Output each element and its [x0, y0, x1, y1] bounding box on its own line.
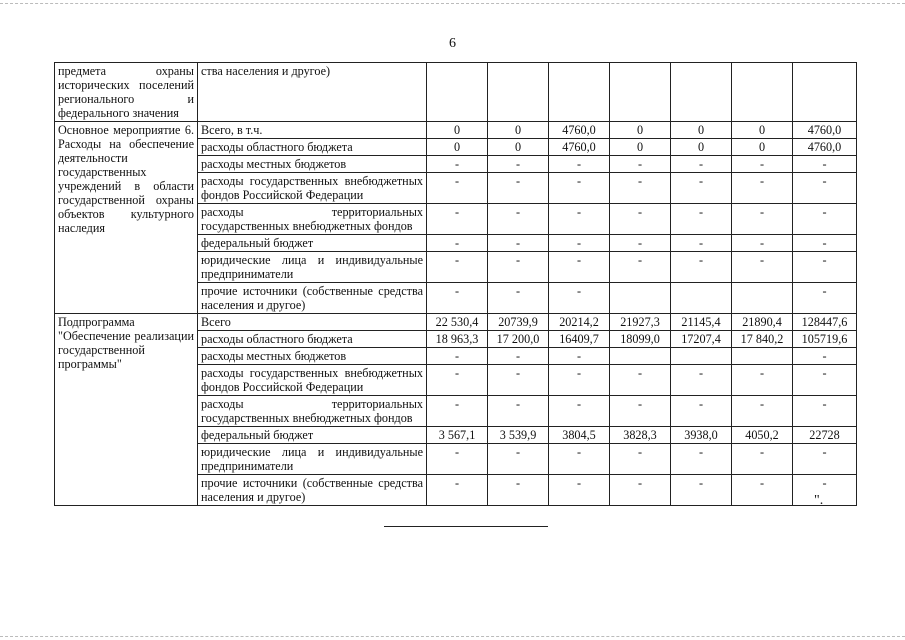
budget-table-body: [55, 63, 857, 506]
value-cell: -: [671, 156, 732, 173]
value-cell: 16409,7: [549, 331, 610, 348]
value-cell: -: [793, 204, 857, 235]
value-cell: 17 840,2: [732, 331, 793, 348]
value-cell: 4760,0: [549, 139, 610, 156]
value-cell: [610, 283, 671, 314]
value-cell: -: [732, 396, 793, 427]
value-cell: -: [488, 396, 549, 427]
top-block-label: предмета охраны исторических поселений регионального и федерального значения: [55, 63, 198, 122]
value-cell: 0: [732, 122, 793, 139]
value-cell: -: [610, 235, 671, 252]
value-cell: -: [488, 156, 549, 173]
row-description: юридические лица и индивидуальные предприниматели: [198, 252, 427, 283]
row-description: федеральный бюджет: [198, 427, 427, 444]
value-cell: 0: [671, 122, 732, 139]
value-cell: -: [610, 252, 671, 283]
value-cell: 0: [732, 139, 793, 156]
table-row: [55, 314, 857, 331]
value-cell: -: [427, 396, 488, 427]
value-cell: -: [671, 444, 732, 475]
value-cell: [671, 348, 732, 365]
value-cell: -: [793, 365, 857, 396]
table-row: [55, 63, 857, 122]
row-description: расходы местных бюджетов: [198, 156, 427, 173]
value-cell: 0: [488, 122, 549, 139]
value-cell: -: [610, 204, 671, 235]
value-cell: -: [427, 156, 488, 173]
table-row: [55, 122, 857, 139]
value-cell: -: [549, 252, 610, 283]
value-cell: 0: [671, 139, 732, 156]
value-cell: -: [610, 475, 671, 506]
value-cell: -: [427, 235, 488, 252]
value-cell: -: [671, 396, 732, 427]
value-cell: -: [671, 204, 732, 235]
value-cell: -: [427, 475, 488, 506]
row-description: прочие источники (собственные средства населения и другое): [198, 475, 427, 506]
value-cell: -: [732, 173, 793, 204]
value-cell: 3938,0: [671, 427, 732, 444]
value-cell: -: [732, 235, 793, 252]
value-cell: 4760,0: [549, 122, 610, 139]
value-cell: -: [488, 475, 549, 506]
value-cell: -: [793, 156, 857, 173]
value-cell: 20739,9: [488, 314, 549, 331]
value-cell: 17 200,0: [488, 331, 549, 348]
value-cell: [610, 348, 671, 365]
value-cell: -: [793, 396, 857, 427]
empty-cell: [793, 63, 857, 122]
row-description: юридические лица и индивидуальные предприниматели: [198, 444, 427, 475]
row-description: расходы территориальных государственных внебюджетных фондов: [198, 204, 427, 235]
section-label: Основное мероприятие 6. Расходы на обеспечение деятельности государственных учреждений в области государственной охраны объектов культурного наследия: [55, 122, 198, 314]
value-cell: -: [549, 475, 610, 506]
value-cell: 4050,2: [732, 427, 793, 444]
value-cell: -: [793, 235, 857, 252]
value-cell: -: [488, 173, 549, 204]
row-description: Всего: [198, 314, 427, 331]
value-cell: -: [732, 475, 793, 506]
value-cell: -: [488, 283, 549, 314]
value-cell: -: [427, 365, 488, 396]
value-cell: 20214,2: [549, 314, 610, 331]
value-cell: 4760,0: [793, 139, 857, 156]
row-description: расходы территориальных государственных внебюджетных фондов: [198, 396, 427, 427]
row-description: расходы областного бюджета: [198, 139, 427, 156]
value-cell: 128447,6: [793, 314, 857, 331]
value-cell: -: [549, 204, 610, 235]
value-cell: -: [488, 444, 549, 475]
value-cell: 0: [427, 122, 488, 139]
value-cell: -: [671, 173, 732, 204]
value-cell: -: [610, 365, 671, 396]
row-description: расходы областного бюджета: [198, 331, 427, 348]
budget-table: [54, 62, 857, 506]
value-cell: 0: [488, 139, 549, 156]
value-cell: -: [549, 348, 610, 365]
value-cell: -: [671, 475, 732, 506]
value-cell: 21145,4: [671, 314, 732, 331]
value-cell: -: [732, 365, 793, 396]
page-bottom-edge: [0, 636, 905, 637]
value-cell: 18 963,3: [427, 331, 488, 348]
page-number: 6: [449, 36, 456, 51]
empty-cell: [732, 63, 793, 122]
value-cell: -: [610, 444, 671, 475]
value-cell: -: [427, 173, 488, 204]
value-cell: 4760,0: [793, 122, 857, 139]
value-cell: -: [793, 173, 857, 204]
value-cell: -: [488, 348, 549, 365]
value-cell: -: [610, 173, 671, 204]
footer-rule: [384, 526, 548, 527]
value-cell: -: [732, 156, 793, 173]
value-cell: -: [427, 204, 488, 235]
value-cell: -: [732, 444, 793, 475]
row-description: Всего, в т.ч.: [198, 122, 427, 139]
value-cell: -: [427, 283, 488, 314]
value-cell: [732, 348, 793, 365]
value-cell: 105719,6: [793, 331, 857, 348]
value-cell: 17207,4: [671, 331, 732, 348]
value-cell: 0: [610, 122, 671, 139]
empty-cell: [610, 63, 671, 122]
value-cell: -: [793, 348, 857, 365]
closing-quote-mark: ".: [814, 493, 824, 508]
row-description: федеральный бюджет: [198, 235, 427, 252]
value-cell: -: [549, 365, 610, 396]
row-description: прочие источники (собственные средства населения и другое): [198, 283, 427, 314]
row-description: расходы государственных внебюджетных фондов Российской Федерации: [198, 173, 427, 204]
value-cell: -: [549, 444, 610, 475]
value-cell: -: [793, 444, 857, 475]
value-cell: -: [671, 235, 732, 252]
value-cell: 22 530,4: [427, 314, 488, 331]
value-cell: -: [671, 365, 732, 396]
empty-cell: [427, 63, 488, 122]
value-cell: 3828,3: [610, 427, 671, 444]
value-cell: -: [610, 156, 671, 173]
value-cell: -: [427, 348, 488, 365]
value-cell: -: [549, 235, 610, 252]
value-cell: 18099,0: [610, 331, 671, 348]
value-cell: 21890,4: [732, 314, 793, 331]
value-cell: 21927,3: [610, 314, 671, 331]
page-top-edge: [0, 3, 905, 4]
row-description: расходы местных бюджетов: [198, 348, 427, 365]
value-cell: -: [732, 204, 793, 235]
empty-cell: [488, 63, 549, 122]
value-cell: -: [793, 475, 857, 506]
value-cell: -: [793, 283, 857, 314]
value-cell: -: [793, 252, 857, 283]
value-cell: -: [488, 204, 549, 235]
value-cell: -: [549, 173, 610, 204]
section-label: Подпрограмма "Обеспечение реализации государственной программы": [55, 314, 198, 506]
value-cell: 3 539,9: [488, 427, 549, 444]
value-cell: -: [488, 235, 549, 252]
value-cell: -: [549, 283, 610, 314]
value-cell: -: [488, 252, 549, 283]
value-cell: 22728: [793, 427, 857, 444]
empty-cell: [549, 63, 610, 122]
value-cell: 3 567,1: [427, 427, 488, 444]
value-cell: -: [610, 396, 671, 427]
value-cell: -: [671, 252, 732, 283]
row-description: расходы государственных внебюджетных фондов Российской Федерации: [198, 365, 427, 396]
value-cell: [671, 283, 732, 314]
value-cell: [732, 283, 793, 314]
value-cell: -: [488, 365, 549, 396]
value-cell: 0: [610, 139, 671, 156]
value-cell: 0: [427, 139, 488, 156]
value-cell: -: [427, 252, 488, 283]
value-cell: -: [732, 252, 793, 283]
value-cell: -: [549, 156, 610, 173]
value-cell: -: [427, 444, 488, 475]
empty-cell: [671, 63, 732, 122]
value-cell: -: [549, 396, 610, 427]
top-block-description: ства населения и другое): [198, 63, 427, 122]
value-cell: 3804,5: [549, 427, 610, 444]
